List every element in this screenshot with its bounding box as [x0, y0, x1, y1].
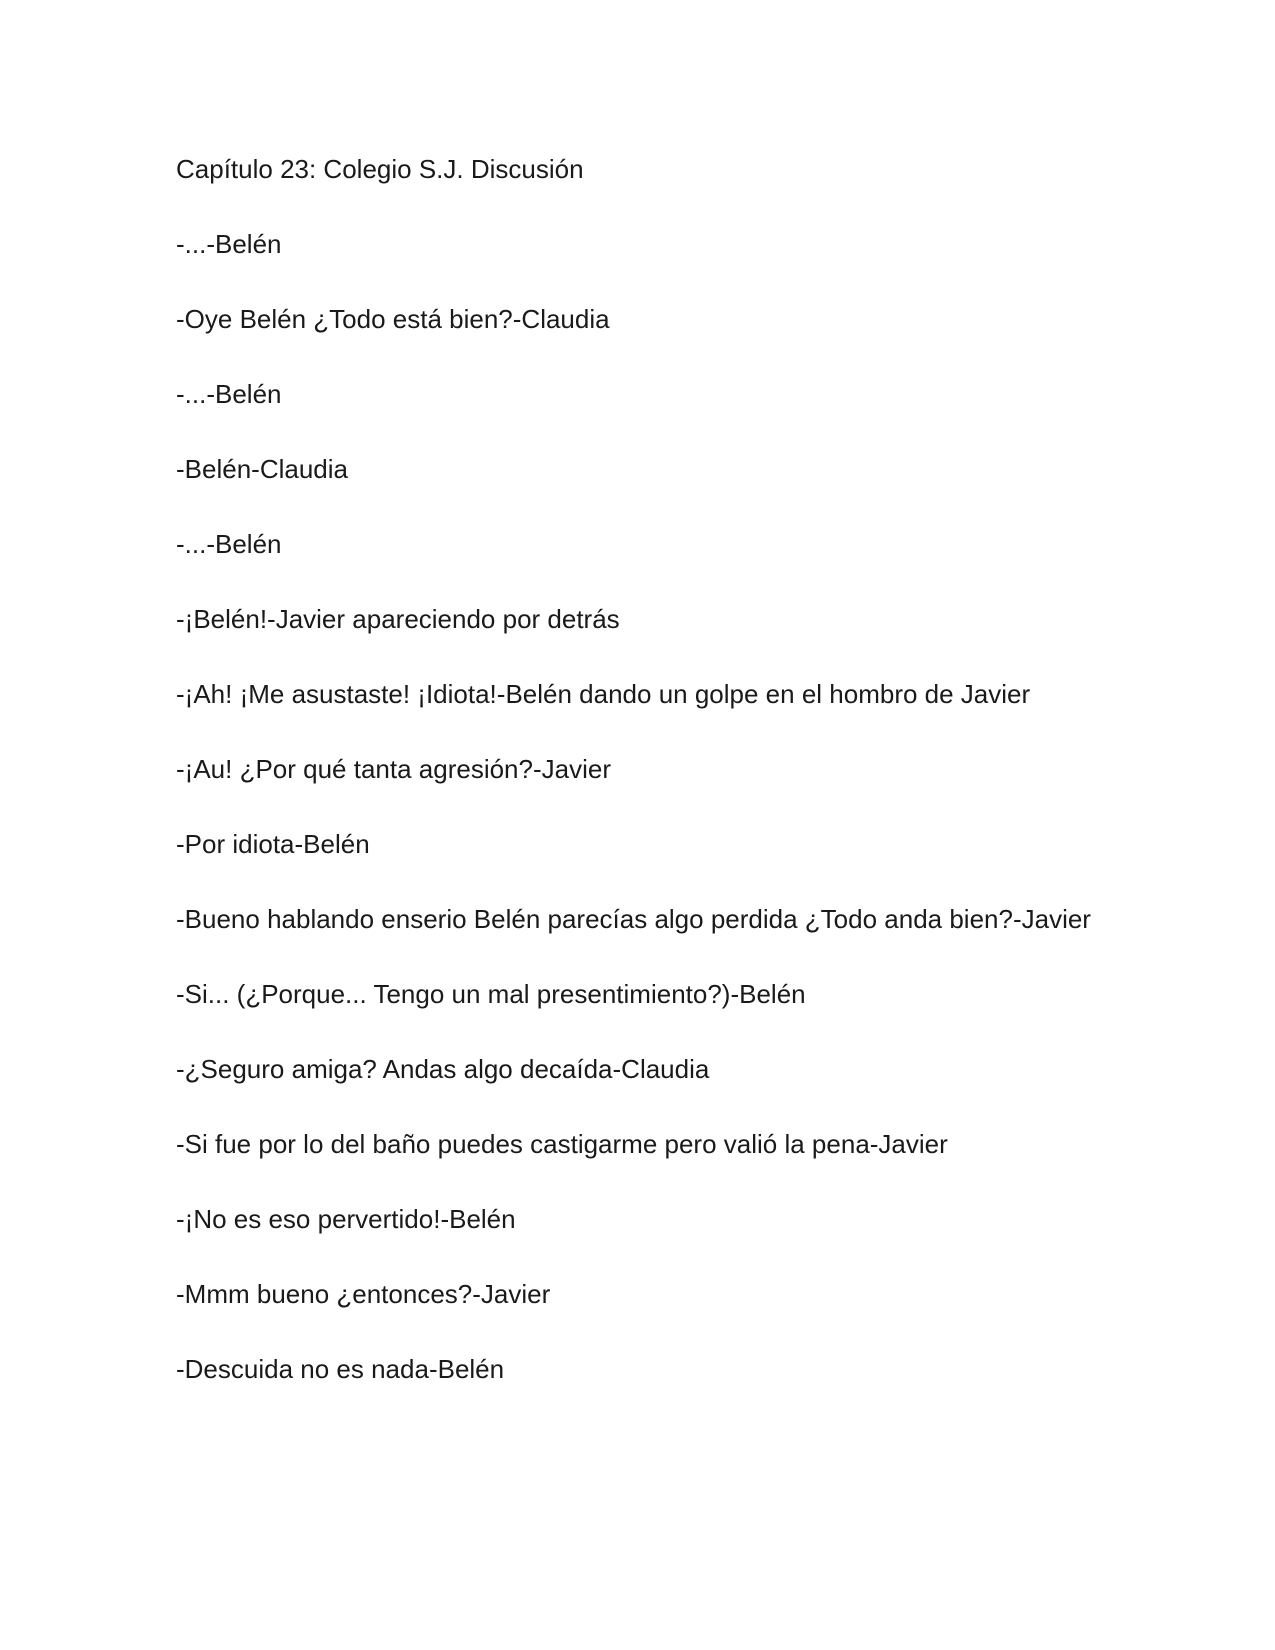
dialogue-line: -¡Belén!-Javier apareciendo por detrás [176, 604, 620, 634]
dialogue-line: -¡Au! ¿Por qué tanta agresión?-Javier [176, 754, 611, 784]
dialogue-line: -Si fue por lo del baño puedes castigarme pero valió la pena-Javier [176, 1129, 948, 1159]
dialogue-line: -¡Ah! ¡Me asustaste! ¡Idiota!-Belén dando un golpe en el hombro de Javier [176, 679, 1031, 709]
dialogue-line: -Descuida no es nada-Belén [176, 1354, 505, 1384]
dialogue-line: -Oye Belén ¿Todo está bien?-Claudia [176, 304, 610, 334]
chapter-title: Capítulo 23: Colegio S.J. Discusión [176, 154, 584, 184]
dialogue-line: -Mmm bueno ¿entonces?-Javier [176, 1279, 551, 1309]
dialogue-line: -Bueno hablando enserio Belén parecías algo perdida ¿Todo anda bien?-Javier [176, 904, 1091, 934]
dialogue-line: -Por idiota-Belén [176, 829, 370, 859]
dialogue-line: -¿Seguro amiga? Andas algo decaída-Claudia [176, 1054, 710, 1084]
document-body [176, 151, 1096, 1426]
dialogue-line: -...-Belén [176, 529, 282, 559]
dialogue-line: -Si... (¿Porque... Tengo un mal presentimiento?)-Belén [176, 979, 806, 1009]
dialogue-line: -¡No es eso pervertido!-Belén [176, 1204, 516, 1234]
dialogue-line: -...-Belén [176, 229, 282, 259]
dialogue-line: -...-Belén [176, 379, 282, 409]
dialogue-line: -Belén-Claudia [176, 454, 348, 484]
